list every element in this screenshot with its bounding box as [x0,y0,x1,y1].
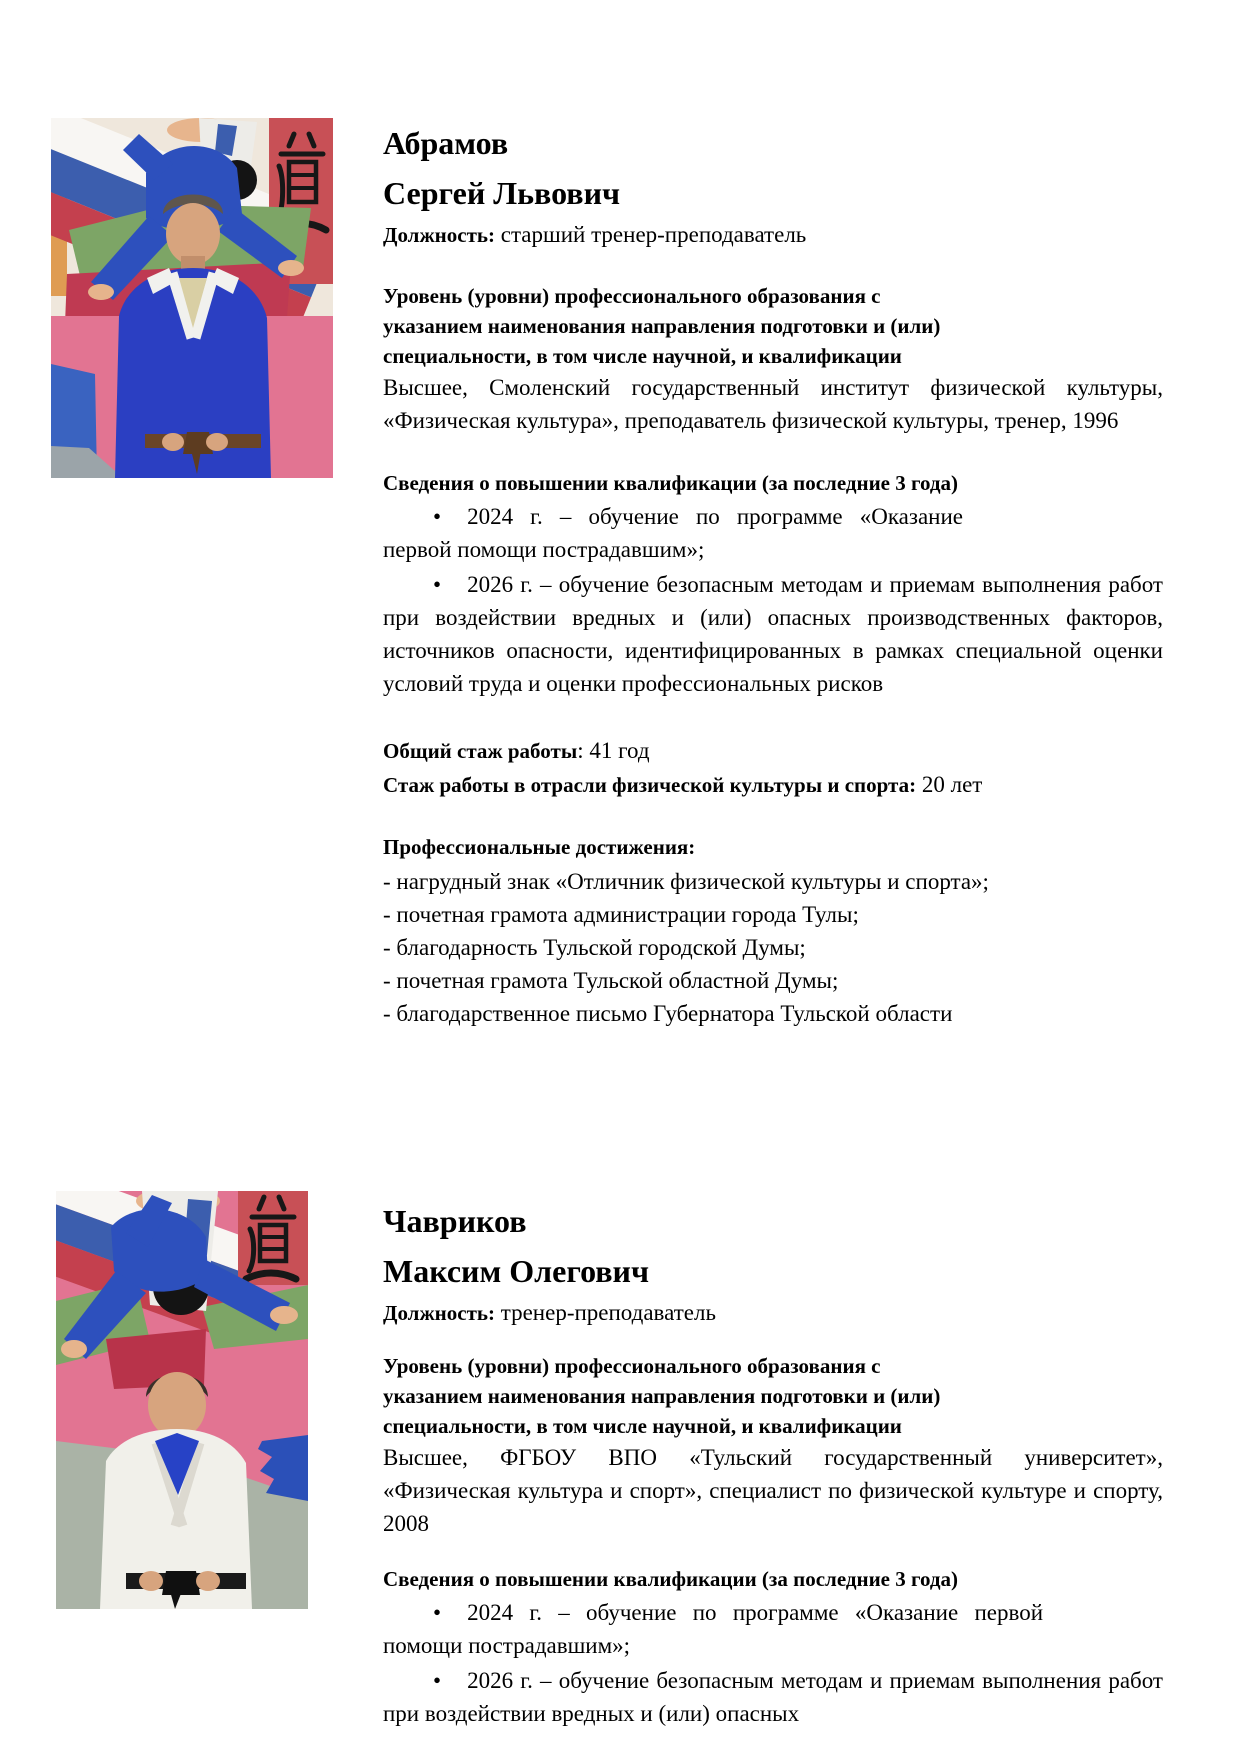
coach-photo-chavrikov [56,1191,308,1609]
education-header [383,1351,1163,1441]
position-label: Должность: [383,1301,496,1325]
training-header: Сведения о повышении квалификации (за последние 3 года) [383,471,959,495]
profile-chavrikov [383,1186,1163,1730]
training-item-text: 2024 г. – обучение по программе «Оказание первой помощи пострадавшим»; [383,504,963,562]
training-item-text: 2026 г. – обучение безопасным методам и приемам выполнения работ при воздействии вредных и (или) опасных [383,1668,1163,1726]
bullet-icon: • [433,1668,442,1693]
coach-surname: Абрамов [383,125,509,161]
achievement-item: - почетная грамота Тульской областной Думы; [383,968,839,993]
experience-sport-line [383,768,1163,802]
position-line [383,218,1163,252]
experience-total-line [383,734,1163,768]
achievement-item: - благодарность Тульской городской Думы; [383,935,806,960]
education-header-line: Уровень (уровни) профессионального образования с [383,284,881,308]
training-item [383,1664,1163,1730]
education-value: Высшее, Смоленский государственный институт физической культуры, «Физическая культура», преподаватель физической культуры, тренер, 1996 [383,375,1163,433]
kanji-dao-icon [238,1191,308,1285]
position-value: старший тренер-преподаватель [500,222,807,247]
achievement-item: - нагрудный знак «Отличник физической культуры и спорта»; [383,869,989,894]
coach-photo-abramov [51,118,333,478]
judo-mural-photo [56,1191,308,1609]
coach-firstname-patronymic: Сергей Львович [383,175,621,211]
training-header: Сведения о повышении квалификации (за последние 3 года) [383,1567,959,1591]
experience-total-value: : 41 год [577,738,650,763]
training-item [383,1596,1043,1662]
bullet-icon: • [433,504,442,529]
bullet-icon: • [433,572,442,597]
position-label: Должность: [383,223,496,247]
training-item [383,568,1163,700]
coach-name [383,118,1163,218]
profile-abramov [383,108,1163,1030]
coach-surname: Чавриков [383,1203,527,1239]
training-item-text: 2024 г. – обучение по программе «Оказание первой помощи пострадавшим»; [383,1600,1043,1658]
achievement-item: - благодарственное письмо Губернатора Тульской области [383,1001,953,1026]
position-value: тренер-преподаватель [500,1300,716,1325]
education-value: Высшее, ФГБОУ ВПО «Тульский государственный университет», «Физическая культура и спорт», специалист по физической культуре и спорту, 2008 [383,1445,1163,1536]
education-header-line: указанием наименования направления подготовки и (или) [383,314,941,338]
judo-mural-photo [51,118,333,478]
training-item [383,500,963,566]
education-header [383,281,1163,371]
education-header-line: специальности, в том числе научной, и квалификации [383,1414,902,1438]
education-header-line: указанием наименования направления подготовки и (или) [383,1384,941,1408]
experience-sport-label: Стаж работы в отрасли физической культуры и спорта: [383,773,917,797]
experience-sport-value: 20 лет [916,772,983,797]
coach-firstname-patronymic: Максим Олегович [383,1253,650,1289]
achievements-header: Профессиональные достижения: [383,835,696,859]
education-header-line: Уровень (уровни) профессионального образования с [383,1354,881,1378]
experience-total-label: Общий стаж работы [383,739,578,763]
position-line [383,1296,1163,1330]
training-item-text: 2026 г. – обучение безопасным методам и приемам выполнения работ при воздействии вредных и (или) опасных производственных факторов, источников опасности, идентифицированных в рамках специальной оценки условий труда и оценки профессиональных рисков [383,572,1163,696]
coach-name [383,1196,1163,1296]
education-header-line: специальности, в том числе научной, и квалификации [383,344,902,368]
achievement-item: - почетная грамота администрации города Тулы; [383,902,859,927]
bullet-icon: • [433,1600,442,1625]
